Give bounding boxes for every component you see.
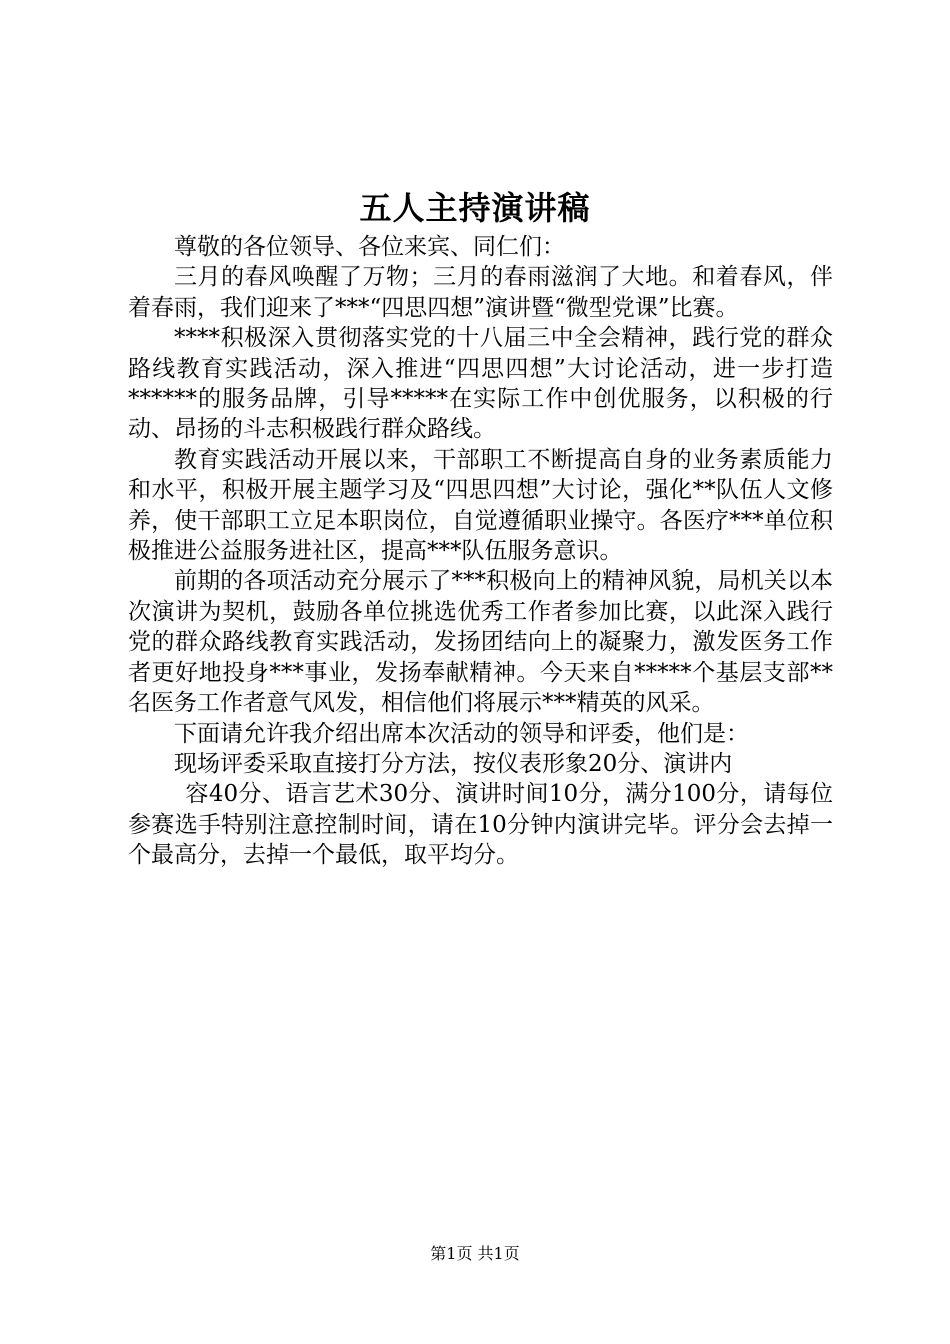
paragraph-activities: 前期的各项活动充分展示了***积极向上的精神风貌，局机关以本次演讲为契机，鼓励各单位挑选优秀工作者参加比赛，以此深入践行党的群众路线教育实践活动，发扬团结向上的凝聚力，激发医务工作者更好地投身***事业，发扬奉献精神。今天来自*****个基层支部**名医务工作者意气风发，相信他们将展示***精英的风采。 <box>128 568 833 717</box>
document-title: 五人主持演讲稿 <box>359 189 591 227</box>
paragraph-education-practice: 教育实践活动开展以来，干部职工不断提高自身的业务素质能力和水平，积极开展主题学习及“四思四想”大讨论，强化**队伍人文修养，使干部职工立足本职岗位，自觉遵循职业操守。各医疗***单位积极推进公益服务进社区，提高***队伍服务意识。 <box>128 446 833 565</box>
paragraph-background: ****积极深入贯彻落实党的十八届三中全会精神，践行党的群众路线教育实践活动，深入推进“四思四想”大讨论活动，进一步打造******的服务品牌，引导*****在实际工作中创优服务，以积极的行动、昂扬的斗志积极践行群众路线。 <box>128 325 833 443</box>
paragraph-opening: 三月的春风唤醒了万物；三月的春雨滋润了大地。和着春风，伴着春雨，我们迎来了***“四思四想”演讲暨“微型党课”比赛。 <box>128 264 833 321</box>
document-body <box>128 232 833 871</box>
page-footer: 第1页 共1页 <box>430 1244 520 1263</box>
paragraph-scoring-rules: 现场评委采取直接打分方法，按仪表形象20分、演讲内 <box>174 750 733 777</box>
paragraph-salutation: 尊敬的各位领导、各位来宾、同仁们： <box>174 234 565 260</box>
paragraph-introduction: 下面请允许我介绍出席本次活动的领导和评委，他们是： <box>174 720 749 747</box>
paragraph-scoring-details: 容40分、语言艺术30分、演讲时间10分，满分100分，请每位参赛选手特别注意控制时间，请在10分钟内演讲完毕。评分会去掉一个最高分，去掉一个最低，取平均分。 <box>128 781 833 869</box>
